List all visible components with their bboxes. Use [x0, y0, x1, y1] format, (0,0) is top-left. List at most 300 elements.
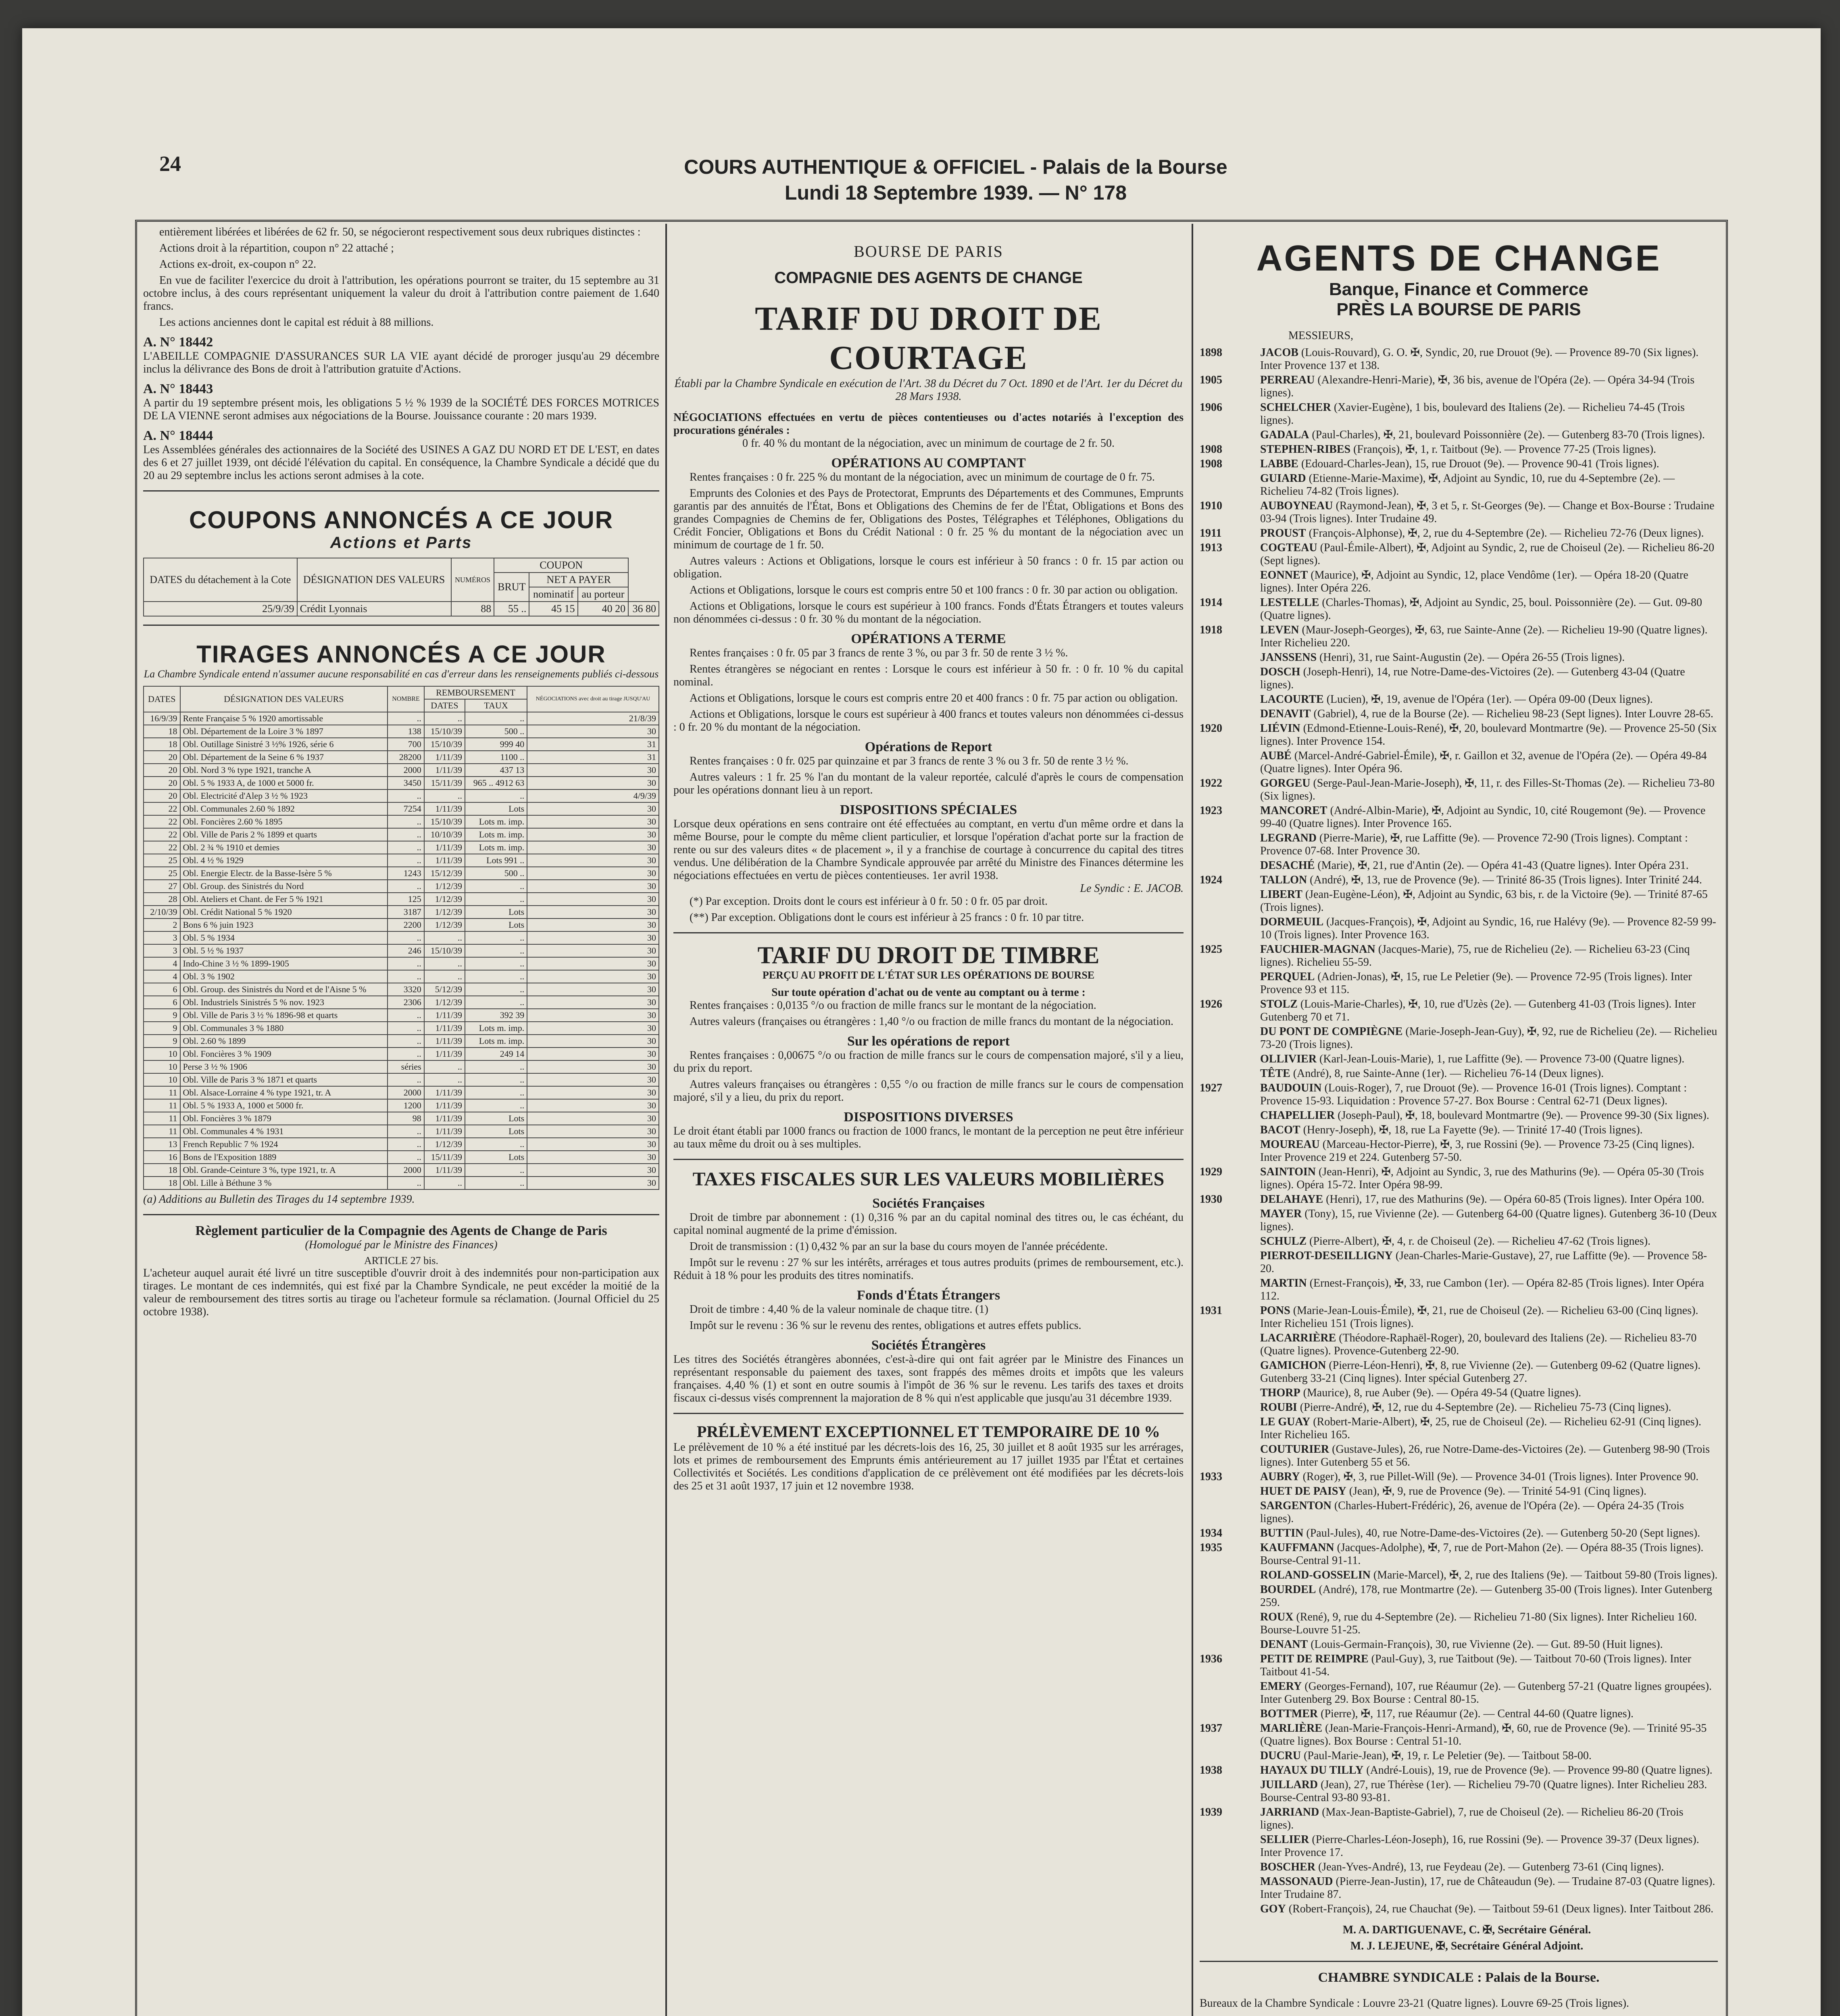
agent-year: 1929: [1200, 1166, 1222, 1178]
table-cell: 1/11/39: [424, 751, 465, 764]
agents-subtitle-2: PRÈS LA BOURSE DE PARIS: [1336, 300, 1581, 319]
timbre-paragraph: Rentes françaises : 0,0135 °/o ou fraction de mille francs sur le montant de la négociation.: [690, 999, 1096, 1012]
agent-entry: [1200, 1653, 1718, 1679]
table-cell: 3: [144, 931, 180, 944]
table-cell: Lots m. imp.: [465, 828, 527, 841]
table-cell: Obl. Communales 3 % 1880: [180, 1022, 388, 1035]
table-cell: 22: [144, 828, 180, 841]
table-cell: 1/12/39: [424, 1138, 465, 1151]
tirage-row: [144, 751, 659, 764]
tirage-row: [144, 1048, 659, 1060]
comptant-paragraph: Autres valeurs : Actions et Obligations, lorsque le cours est inférieur à 50 francs : 0 fr. 15 par action ou obligation.: [673, 555, 1184, 580]
table-cell: 10: [144, 1073, 180, 1086]
divider: [673, 1159, 1184, 1160]
agent-entry: [1200, 1387, 1718, 1400]
table-cell: 10/10/39: [424, 828, 465, 841]
agent-name: LACOURTE: [1260, 693, 1324, 706]
table-cell: ..: [465, 1164, 527, 1177]
agent-info: (Ernest-François), ✠, 33, rue Cambon (1er). — Opéra 82-85 (Trois lignes). Inter Opéra 112.: [1260, 1277, 1704, 1302]
table-cell: 1/11/39: [424, 1048, 465, 1060]
table-cell: ..: [465, 880, 527, 893]
table-cell: ..: [388, 880, 424, 893]
tirage-row: [144, 841, 659, 854]
table-cell: Lots: [465, 802, 527, 815]
tirage-row: [144, 906, 659, 918]
tirage-row: [144, 777, 659, 789]
agent-entry: [1200, 832, 1718, 858]
table-cell: 138: [388, 725, 424, 738]
table-cell: ..: [465, 1073, 527, 1086]
agent-name: COGTEAU: [1260, 541, 1317, 554]
tirages-table: [143, 686, 659, 1190]
table-cell: ..: [388, 931, 424, 944]
table-cell: 20: [144, 777, 180, 789]
comptant-paragraph: Rentes françaises : 0 fr. 225 % du montant de la négociation, avec un minimum de courtage de 0 fr. 75.: [690, 471, 1155, 483]
agent-name: DORMEUIL: [1260, 916, 1324, 928]
coupons-col-brut: BRUT: [494, 573, 529, 602]
table-cell: ..: [388, 1022, 424, 1035]
table-cell: Lots m. imp.: [465, 841, 527, 854]
fonds-title: Fonds d'États Étrangers: [856, 1288, 1000, 1303]
agent-entry: [1200, 1401, 1718, 1414]
table-cell: ..: [424, 789, 465, 802]
agent-name: GORGEU: [1260, 777, 1311, 789]
masthead-date: Lundi 18 Septembre 1939. — N° 178: [784, 181, 1127, 204]
intro-paragraph: Actions droit à la répartition, coupon n° 22 attaché ;: [159, 242, 394, 254]
tirage-row: [144, 738, 659, 751]
table-cell: ..: [388, 957, 424, 970]
agent-name: HUET DE PAISY: [1260, 1485, 1346, 1497]
table-cell: 3320: [388, 983, 424, 996]
agent-name: AUBÉ: [1260, 750, 1292, 762]
notice-ref: A. N° 18442: [143, 335, 213, 350]
tirage-row: [144, 1112, 659, 1125]
table-cell: 30: [527, 893, 659, 906]
table-cell: ..: [465, 1177, 527, 1189]
agent-info: (Théodore-Raphaël-Roger), 20, boulevard des Italiens (2e). — Richelieu 83-70 (Quatre lignes). Provence-Gutenberg 22-90.: [1260, 1332, 1697, 1357]
agent-entry: [1200, 722, 1718, 748]
table-cell: ..: [424, 1177, 465, 1189]
table-cell: Obl. 4 ½ % 1929: [180, 854, 388, 867]
table-cell: 1/11/39: [424, 1009, 465, 1022]
agent-year: 1914: [1200, 596, 1222, 609]
agent-name: EONNET: [1260, 569, 1308, 581]
agent-info: (Louis-Germain-François), 30, rue Vivienne (2e). — Gut. 89-50 (Huit lignes).: [1311, 1638, 1663, 1651]
table-cell: 4/9/39: [527, 789, 659, 802]
agent-entry: [1200, 500, 1718, 525]
secretaries: [1200, 1924, 1718, 1953]
table-cell: Lots: [465, 1112, 527, 1125]
agent-name: DESACHÉ: [1260, 859, 1315, 872]
agent-info: (François), ✠, 1, r. Taitbout (9e). — Provence 77-25 (Trois lignes).: [1353, 443, 1657, 456]
table-cell: 9: [144, 1009, 180, 1022]
comptant-title: OPÉRATIONS AU COMPTANT: [831, 456, 1026, 471]
agent-year: 1910: [1200, 500, 1222, 512]
table-cell: French Republic 7 % 1924: [180, 1138, 388, 1151]
agent-entry: [1200, 1722, 1718, 1748]
agent-name: MASSONAUD: [1260, 1875, 1333, 1888]
agent-year: 1918: [1200, 624, 1222, 636]
agent-info: (Paul-Guy), 3, rue Taitbout (9e). — Taitbout 70-60 (Trois lignes). Inter Taitbout 41-54.: [1260, 1653, 1692, 1678]
agent-entry: [1200, 1470, 1718, 1483]
table-cell: 500 ..: [465, 867, 527, 880]
agent-name: SELLIER: [1260, 1833, 1309, 1846]
soc-fr-title: Sociétés Françaises: [872, 1196, 985, 1211]
table-cell: ..: [465, 983, 527, 996]
table-cell: Bons 6 % juin 1923: [180, 918, 388, 931]
agent-name: PROUST: [1260, 527, 1306, 539]
agents-title: AGENTS DE CHANGE: [1256, 238, 1661, 279]
agent-year: 1933: [1200, 1470, 1222, 1483]
table-cell: Obl. Grande-Ceinture 3 %, type 1921, tr. A: [180, 1164, 388, 1177]
agent-name: TÊTE: [1260, 1067, 1290, 1080]
report-timbre-title: Sur les opérations de report: [847, 1034, 1010, 1049]
agent-entry: [1200, 708, 1718, 721]
table-cell: Lots: [465, 1151, 527, 1164]
table-cell: ..: [465, 712, 527, 725]
agent-info: (Louis-Rouvard), G. O. ✠, Syndic, 20, rue Drouot (9e). — Provence 89-70 (Six lignes). Inter Provence 137 et 138.: [1260, 346, 1699, 372]
tirage-row: [144, 1086, 659, 1099]
table-cell: 1/11/39: [424, 1099, 465, 1112]
table-cell: 22: [144, 815, 180, 828]
agent-year: 1908: [1200, 443, 1222, 456]
tirage-row: [144, 1035, 659, 1048]
tirages-col-dates: DATES: [144, 686, 180, 712]
table-cell: 11: [144, 1125, 180, 1138]
column-center: [673, 226, 1184, 2016]
agent-name: KAUFFMANN: [1260, 1541, 1334, 1554]
agent-info: (Karl-Jean-Louis-Marie), 1, rue Laffitte (9e). — Provence 73-00 (Quatre lignes).: [1319, 1053, 1685, 1065]
tirage-row: [144, 1060, 659, 1073]
table-cell: Indo-Chine 3 ½ % 1899-1905: [180, 957, 388, 970]
agent-entry: [1200, 1277, 1718, 1303]
coupons-col-designation: DÉSIGNATION DES VALEURS: [297, 558, 451, 602]
agent-name: GOY: [1260, 1903, 1286, 1915]
agent-info: (Jacques-Marie), 75, rue de Richelieu (2e). — Richelieu 63-23 (Cinq lignes). Richelieu 55-59.: [1260, 943, 1690, 968]
agent-name: DOSCH: [1260, 666, 1300, 678]
comptant-paragraph: Actions et Obligations, lorsque le cours est compris entre 50 et 100 francs : 0 fr. 30 par action ou obligation.: [690, 584, 1178, 596]
agents-list: [1200, 346, 1718, 1916]
agent-info: (Pierre-Léon-Henri), ✠, 8, rue Vivienne (2e). — Gutenberg 09-62 (Quatre lignes). Gutenberg 33-21 (Cinq lignes). Inter spécial Gutenberg 27.: [1260, 1359, 1701, 1385]
table-cell: 18: [144, 1177, 180, 1189]
table-cell: 30: [527, 802, 659, 815]
tirage-row: [144, 880, 659, 893]
agent-info: (Xavier-Eugène), 1 bis, boulevard des Italiens (2e). — Richelieu 74-45 (Trois lignes).: [1260, 401, 1685, 427]
tirage-row: [144, 1151, 659, 1164]
agent-info: (André), 8, rue Sainte-Anne (1er). — Richelieu 76-14 (Deux lignes).: [1293, 1067, 1604, 1080]
agent-info: (Edouard-Charles-Jean), 15, rue Drouot (9e). — Provence 90-41 (Trois lignes).: [1301, 458, 1659, 470]
agent-info: (Charles-Thomas), ✠, Adjoint au Syndic, 25, boul. Poissonnière (2e). — Gut. 09-80 (Quatre lignes).: [1260, 596, 1702, 622]
agent-name: BOSCHER: [1260, 1861, 1315, 1873]
table-cell: 15/10/39: [424, 815, 465, 828]
table-cell: 1/11/39: [424, 1022, 465, 1035]
agent-info: (Max-Jean-Baptiste-Gabriel), 7, rue de Choiseul (2e). — Richelieu 86-20 (Trois lignes).: [1260, 1806, 1684, 1831]
agent-entry: [1200, 1138, 1718, 1164]
table-cell: 3: [144, 944, 180, 957]
table-cell: ..: [388, 1035, 424, 1048]
syndic: Le Syndic : E. JACOB.: [1080, 882, 1184, 895]
table-cell: ..: [388, 1177, 424, 1189]
report-title: Opérations de Report: [865, 739, 992, 754]
table-cell: 11: [144, 1086, 180, 1099]
agent-entry: [1200, 651, 1718, 664]
table-cell: 5/12/39: [424, 983, 465, 996]
compagnie-title: COMPAGNIE DES AGENTS DE CHANGE: [774, 269, 1083, 287]
agent-entry: [1200, 1541, 1718, 1567]
agent-info: (Edmond-Etienne-Louis-René), ✠, 20, boulevard Montmartre (9e). — Provence 25-50 (Six lignes). Inter Provence 154.: [1260, 722, 1717, 748]
tirage-row: [144, 944, 659, 957]
agent-entry: [1200, 429, 1718, 442]
table-cell: Obl. Energie Electr. de la Basse-Isère 5 %: [180, 867, 388, 880]
agent-info: (Maur-Joseph-Georges), ✠, 63, rue Sainte-Anne (2e). — Richelieu 19-90 (Quatre lignes). Inter Richelieu 220.: [1260, 624, 1708, 649]
table-cell: 1/11/39: [424, 1086, 465, 1099]
agent-year: 1938: [1200, 1764, 1222, 1776]
soc-etr-text: Les titres des Sociétés étrangères abonnées, c'est-à-dire qui ont fait agréer par le Ministre des Finances un représentant responsable du paiement des taxes, sont frappés des mêmes droits et impôts que les valeurs françaises. 4,40 % (1) et sont en outre soumis à l'impôt de 36 % sur le revenu. Les tarifs des taxes et droits fiscaux ci-dessus visés comprennent la majoration de 8 % qui n'est applicable que jusqu'au 31 décembre 1939.: [673, 1353, 1184, 1404]
table-cell: 246: [388, 944, 424, 957]
agent-entry: [1200, 1806, 1718, 1832]
agent-info: (Tony), 15, rue Vivienne (2e). — Gutenberg 64-00 (Quatre lignes). Gutenberg 36-10 (Deux lignes).: [1260, 1208, 1717, 1233]
agent-entry: [1200, 777, 1718, 803]
table-cell: 1/11/39: [424, 841, 465, 854]
tirage-row: [144, 764, 659, 777]
terme-paragraph: Actions et Obligations, lorsque le cours est supérieur à 400 francs et toutes valeurs non dénommées ci-dessus : 0 fr. 20 % du montant de la négociation.: [673, 708, 1184, 733]
agent-entry: [1200, 374, 1718, 400]
table-cell: Rente Française 5 % 1920 amortissable: [180, 712, 388, 725]
table-cell: 36 80: [628, 602, 659, 616]
agent-info: (Henri), 31, rue Saint-Augustin (2e). — Opéra 26-55 (Trois lignes).: [1319, 651, 1625, 664]
table-cell: Obl. Alsace-Lorraine 4 % type 1921, tr. A: [180, 1086, 388, 1099]
agent-name: OLLIVIER: [1260, 1053, 1317, 1065]
agent-entry: [1200, 1193, 1718, 1206]
table-cell: ..: [388, 789, 424, 802]
coupons-col-dates: DATES du détachement à la Cote: [144, 558, 297, 602]
agent-entry: [1200, 1749, 1718, 1762]
intro-text: [143, 226, 659, 329]
table-cell: Obl. 5 ½ % 1937: [180, 944, 388, 957]
table-cell: 7254: [388, 802, 424, 815]
table-cell: 9: [144, 1035, 180, 1048]
tirage-row: [144, 1099, 659, 1112]
agent-name: GAMICHON: [1260, 1359, 1326, 1372]
tirages-col-taux: TAUX: [465, 699, 527, 712]
table-cell: 1/11/39: [424, 802, 465, 815]
table-cell: ..: [465, 970, 527, 983]
table-cell: 1/11/39: [424, 854, 465, 867]
agent-year: 1931: [1200, 1304, 1222, 1317]
divider: [143, 490, 659, 492]
coupons-subtitle: Actions et Parts: [330, 534, 473, 552]
table-cell: ..: [388, 1125, 424, 1138]
tirage-row: [144, 828, 659, 841]
coupons-col-coupon: COUPON: [494, 558, 628, 573]
agent-name: GUIARD: [1260, 472, 1306, 485]
table-cell: 31: [527, 738, 659, 751]
table-cell: Obl. Foncières 3 % 1879: [180, 1112, 388, 1125]
coupons-col-numeros: NUMÉROS: [451, 558, 494, 602]
table-cell: 28200: [388, 751, 424, 764]
agent-info: (André), 178, rue Montmartre (2e). — Gutenberg 35-00 (Trois lignes). Inter Gutenberg 259.: [1260, 1583, 1712, 1609]
agent-entry: [1200, 750, 1718, 775]
agent-name: BOTTMER: [1260, 1708, 1318, 1720]
table-cell: Obl. Industriels Sinistrés 5 % nov. 1923: [180, 996, 388, 1009]
agent-name: CHAPELLIER: [1260, 1109, 1335, 1122]
tirages-title: TIRAGES ANNONCÉS A CE JOUR: [196, 641, 606, 668]
agent-name: LACARRIÈRE: [1260, 1332, 1336, 1344]
agent-entry: [1200, 971, 1718, 996]
table-cell: 4: [144, 970, 180, 983]
table-cell: 30: [527, 983, 659, 996]
tirages-col-remboursement: REMBOURSEMENT: [424, 686, 527, 699]
table-cell: 1/12/39: [424, 918, 465, 931]
table-cell: ..: [388, 712, 424, 725]
agent-name: LESTELLE: [1260, 596, 1319, 609]
agent-entry: [1200, 1680, 1718, 1706]
table-cell: 15/11/39: [424, 1151, 465, 1164]
agent-entry: [1200, 1583, 1718, 1609]
agent-info: (Jacques-François), ✠, Adjoint au Syndic, 16, rue Halévy (9e). — Provence 82-59 99-10 (Trois lignes). Inter Provence 163.: [1260, 916, 1716, 941]
agent-year: 1906: [1200, 401, 1222, 414]
soc-fr-paragraph: Droit de timbre par abonnement : (1) 0,316 % par an du capital nominal des titres ou, le cas échéant, du capital nominal augmenté de la prime d'émission.: [673, 1211, 1184, 1237]
agent-entry: [1200, 1235, 1718, 1248]
table-cell: 1200: [388, 1099, 424, 1112]
notice-text: Les Assemblées générales des actionnaires de la Société des USINES A GAZ DU NORD ET DE L'EST, en dates des 6 et 27 juillet 1939, ont décidé l'élévation du capital. En conséquence, la Chambre Syndicale a décidé que du 20 au 29 septembre inclus les actions seront admises à la cote.: [143, 444, 659, 482]
report-timbre-paragraph: Autres valeurs françaises ou étrangères : 0,55 °/o ou fraction de mille francs sur le cours de compensation majoré, s'il y a lieu, du prix du report.: [673, 1078, 1184, 1104]
table-cell: Obl. Group. des Sinistrés du Nord et de l'Aisne 5 %: [180, 983, 388, 996]
intro-paragraph: Les actions anciennes dont le capital est réduit à 88 millions.: [159, 316, 434, 329]
agent-info: (Henry-Joseph), ✠, 18, rue La Fayette (9e). — Trinité 17-40 (Trois lignes).: [1303, 1124, 1643, 1136]
table-cell: ..: [388, 828, 424, 841]
agent-name: DUCRU: [1260, 1749, 1301, 1762]
table-cell: ..: [388, 970, 424, 983]
table-cell: 25: [144, 854, 180, 867]
agent-year: 1908: [1200, 458, 1222, 470]
table-cell: ..: [465, 944, 527, 957]
tirage-row: [144, 802, 659, 815]
agent-entry: [1200, 1611, 1718, 1637]
agent-name: LEGRAND: [1260, 832, 1317, 844]
table-cell: Crédit Lyonnais: [297, 602, 451, 616]
table-cell: Obl. Electricité d'Alep 3 ½ % 1923: [180, 789, 388, 802]
agent-info: (André), ✠, 13, rue de Provence (9e). — Trinité 86-35 (Trois lignes). Inter Trinité 244.: [1310, 874, 1702, 886]
agent-info: (Marie-Jean-Louis-Émile), ✠, 21, rue de Choiseul (2e). — Richelieu 63-00 (Cinq lignes). Inter Richelieu 151 (Trois lignes).: [1260, 1304, 1698, 1330]
agent-info: (Pierre), ✠, 117, rue Réaumur (2e). — Central 44-60 (Quatre lignes).: [1321, 1708, 1634, 1720]
table-cell: 30: [527, 841, 659, 854]
agent-info: (Jean-Charles-Marie-Gustave), 27, rue Laffitte (9e). — Provence 58-20.: [1260, 1250, 1707, 1275]
agent-entry: [1200, 1903, 1718, 1916]
agent-entry: [1200, 874, 1718, 887]
table-cell: Obl. Foncières 3 % 1909: [180, 1048, 388, 1060]
table-cell: 2306: [388, 996, 424, 1009]
tarif-title: TARIF DU DROIT DE COURTAGE: [755, 300, 1102, 377]
tirage-row: [144, 1164, 659, 1177]
agent-entry: [1200, 1208, 1718, 1233]
agent-name: BOURDEL: [1260, 1583, 1316, 1596]
table-cell: 6: [144, 996, 180, 1009]
table-cell: Obl. Ateliers et Chant. de Fer 5 % 1921: [180, 893, 388, 906]
table-cell: ..: [465, 1138, 527, 1151]
messieurs: MESSIEURS,: [1288, 329, 1354, 342]
taxes-title: TAXES FISCALES SUR LES VALEURS MOBILIÈRES: [692, 1168, 1165, 1190]
table-cell: 30: [527, 764, 659, 777]
agent-info: (Henri), 17, rue des Mathurins (9e). — Opéra 60-85 (Trois lignes). Inter Opéra 100.: [1326, 1193, 1705, 1206]
table-cell: 249 14: [465, 1048, 527, 1060]
agent-entry: [1200, 693, 1718, 706]
table-cell: Obl. Group. des Sinistrés du Nord: [180, 880, 388, 893]
agent-info: (Maurice), ✠, Adjoint au Syndic, 12, place Vendôme (1er). — Opéra 18-20 (Quatre lignes). Inter Opéra 226.: [1260, 569, 1688, 594]
agent-name: LEVEN: [1260, 624, 1299, 636]
agent-info: (Gabriel), 4, rue de la Bourse (2e). — Richelieu 98-23 (Sept lignes). Inter Louvre 28-65.: [1313, 708, 1713, 720]
table-cell: ..: [465, 789, 527, 802]
table-cell: Obl. Département de la Seine 6 % 1937: [180, 751, 388, 764]
table-cell: ..: [424, 957, 465, 970]
table-cell: Lots: [465, 1125, 527, 1138]
table-cell: 15/10/39: [424, 738, 465, 751]
table-cell: 21/8/39: [527, 712, 659, 725]
table-cell: 11: [144, 1112, 180, 1125]
table-cell: 20: [144, 764, 180, 777]
tirage-row: [144, 854, 659, 867]
tirage-row: [144, 1009, 659, 1022]
secretary: M. J. LEJEUNE, ✠, Secrétaire Général Adjoint.: [1350, 1940, 1584, 1952]
agent-name: MANCORET: [1260, 804, 1327, 817]
agent-info: (Paul-Jules), 40, rue Notre-Dame-des-Victoires (2e). — Gutenberg 50-20 (Sept lignes).: [1306, 1527, 1700, 1539]
coupons-col-porteur: au porteur: [578, 587, 629, 602]
terme-title: OPÉRATIONS A TERME: [851, 631, 1006, 646]
agent-info: (Jean), 27, rue Thérèse (1er). — Richelieu 79-70 (Quatre lignes). Inter Richelieu 283. Bourse-Central 93-80 93-81.: [1260, 1779, 1707, 1804]
table-cell: 30: [527, 828, 659, 841]
agent-info: (Georges-Fernand), 107, rue Réaumur (2e). — Gutenberg 57-21 (Quatre lignes groupées). Inter Gutenberg 29. Box Bourse : Central 80-15.: [1260, 1680, 1712, 1706]
fonds-paragraph: Droit de timbre : 4,40 % de la valeur nominale de chaque titre. (1): [690, 1303, 988, 1316]
table-cell: Obl. Ville de Paris 3 % 1871 et quarts: [180, 1073, 388, 1086]
table-cell: ..: [388, 815, 424, 828]
tirages-col-negociations: NÉGOCIATIONS avec droit au tirage JUSQU'AU: [527, 686, 659, 712]
table-cell: 18: [144, 725, 180, 738]
table-cell: Obl. 2 ¾ % 1910 et demies: [180, 841, 388, 854]
agent-info: (Raymond-Jean), ✠, 3 et 5, r. St-Georges (9e). — Change et Box-Bourse : Trudaine 03-94 (Trois lignes). Inter Trudaine 49.: [1260, 500, 1715, 525]
table-cell: 965 .. 4912 63: [465, 777, 527, 789]
table-cell: Obl. Lille à Béthune 3 %: [180, 1177, 388, 1189]
table-cell: ..: [424, 931, 465, 944]
agent-year: 1939: [1200, 1806, 1222, 1818]
notices: [143, 335, 659, 482]
table-cell: ..: [388, 1151, 424, 1164]
table-cell: 25: [144, 867, 180, 880]
table-cell: Bons de l'Exposition 1889: [180, 1151, 388, 1164]
table-cell: 1/11/39: [424, 1125, 465, 1138]
agent-name: MAYER: [1260, 1208, 1302, 1220]
agent-name: GADALA: [1260, 429, 1309, 441]
agent-info: (Charles-Hubert-Frédéric), 26, avenue de l'Opéra (2e). — Opéra 24-35 (Trois lignes).: [1260, 1500, 1684, 1525]
agent-info: (Pierre-Marie), ✠, rue Laffitte (9e). — Provence 72-90 (Trois lignes). Comptant : Provence 07-68. Inter Provence 30.: [1260, 832, 1688, 857]
chambre-line: Bureaux de la Chambre Syndicale : Louvre 23-21 (Quatre lignes). Louvre 69-25 (Trois lignes).: [1200, 1997, 1630, 2010]
notice-text: L'ABEILLE COMPAGNIE D'ASSURANCES SUR LA VIE ayant décidé de proroger jusqu'au 29 décembre inclus la délivrance des Bons de droit à l'attribution gratuite d'Actions.: [143, 350, 659, 375]
agent-name: COUTURIER: [1260, 1443, 1329, 1456]
column-right: [1200, 226, 1718, 2016]
table-cell: 1/11/39: [424, 1112, 465, 1125]
agent-info: (Joseph-Henri), 14, rue Notre-Dame-des-Victoires (2e). — Gutenberg 43-04 (Quatre lignes).: [1260, 666, 1685, 691]
agent-info: (Marie-Marcel), ✠, 2, rue des Italiens (9e). — Taitbout 59-80 (Trois lignes).: [1373, 1569, 1718, 1581]
table-cell: 1/12/39: [424, 893, 465, 906]
table-cell: 30: [527, 1009, 659, 1022]
report-timbre-paragraph: Rentes françaises : 0,00675 °/o ou fraction de mille francs sur le cours de compensation majoré, s'il y a lieu, du prix du report.: [673, 1049, 1184, 1075]
table-cell: ..: [388, 1048, 424, 1060]
diverses-text: Le droit étant établi par 1000 francs ou fraction de 1000 francs, le montant de la perception ne peut être inférieur au taux même du droit ou à ses multiples.: [673, 1125, 1184, 1150]
timbre-title: TARIF DU DROIT DE TIMBRE: [757, 942, 1100, 968]
tirage-row: [144, 789, 659, 802]
table-cell: 30: [527, 1125, 659, 1138]
table-cell: 18: [144, 738, 180, 751]
tirage-row: [144, 1073, 659, 1086]
